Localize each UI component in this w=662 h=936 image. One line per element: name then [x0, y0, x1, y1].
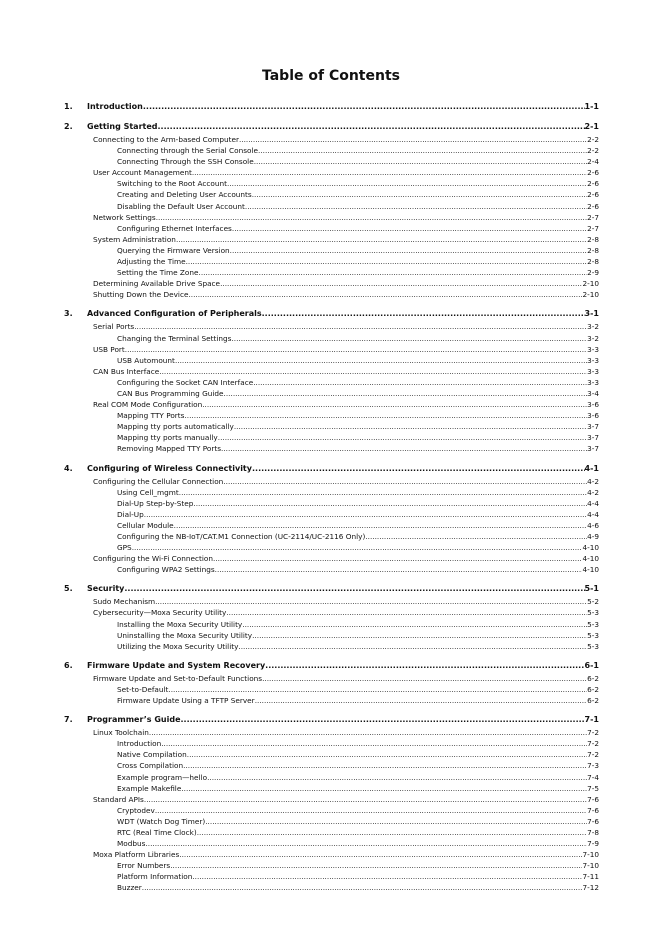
- toc-subsection-entry[interactable]: [64, 749, 599, 760]
- dot-leader: [202, 399, 587, 410]
- entry-title[interactable]: Installing the Moxa Security Utility: [117, 619, 243, 629]
- chapter-number: 3.: [64, 309, 73, 319]
- dot-leader: [187, 749, 587, 760]
- page-number[interactable]: 7-1: [584, 715, 599, 725]
- dot-leader: [207, 772, 587, 783]
- dot-leader: [145, 838, 587, 849]
- page-number[interactable]: 5-3: [587, 630, 599, 640]
- entry-title[interactable]: Cellular Module: [117, 520, 174, 530]
- page-number[interactable]: 6-2: [587, 684, 599, 694]
- dot-leader: [197, 827, 587, 838]
- toc-section-list: [64, 727, 599, 893]
- dot-leader: [159, 366, 587, 377]
- dot-leader: [234, 421, 587, 432]
- dot-leader: [262, 673, 587, 684]
- entry-title[interactable]: Configuring the Socket CAN Interface: [117, 377, 254, 387]
- toc-section-entry[interactable]: [64, 727, 599, 738]
- page-number[interactable]: 3-6: [587, 400, 599, 410]
- toc-subsection-entry[interactable]: [64, 421, 599, 432]
- dot-leader: [253, 377, 587, 388]
- toc-section-entry[interactable]: [64, 553, 599, 564]
- toc-subsection-entry[interactable]: [64, 410, 599, 421]
- dot-leader: [245, 201, 587, 212]
- page-number[interactable]: 4-10: [582, 543, 599, 553]
- page-number[interactable]: 2-8: [587, 257, 599, 267]
- entry-title[interactable]: CAN Bus Programming Guide: [117, 388, 224, 398]
- toc-subsection-entry[interactable]: [64, 487, 599, 498]
- chapter-number: 1.: [64, 102, 73, 111]
- entry-title[interactable]: User Account Management: [93, 168, 192, 178]
- toc-chapter: [64, 582, 599, 651]
- toc-section-list: [64, 596, 599, 651]
- page-number[interactable]: 2-6: [587, 168, 599, 178]
- entry-title[interactable]: Error Numbers: [117, 861, 171, 871]
- page-number[interactable]: 7-10: [582, 850, 599, 860]
- entry-title[interactable]: Connecting to the Arm-based Computer: [93, 135, 239, 144]
- entry-title[interactable]: Getting Started: [87, 122, 158, 131]
- toc-section-entry[interactable]: [64, 321, 599, 332]
- toc-section-list: [64, 673, 599, 706]
- entry-title[interactable]: Buzzer: [117, 883, 142, 893]
- page-number[interactable]: 4-4: [587, 498, 599, 508]
- chapter-number: 6.: [64, 660, 73, 670]
- entry-title[interactable]: Mapping TTY Ports: [117, 411, 185, 421]
- dot-leader: [161, 738, 587, 749]
- toc-chapter: [64, 713, 599, 893]
- toc-subsection-entry[interactable]: [64, 509, 599, 520]
- page-number[interactable]: 3-7: [587, 433, 599, 443]
- page-number[interactable]: 5-1: [584, 584, 599, 594]
- dot-leader: [254, 156, 587, 167]
- dot-leader: [215, 564, 583, 575]
- toc-subsection-entry[interactable]: [64, 871, 599, 882]
- toc-chapter: [64, 100, 599, 113]
- dot-leader: [158, 120, 585, 133]
- toc-section-entry[interactable]: [64, 212, 599, 223]
- dot-leader: [227, 178, 587, 189]
- page-number[interactable]: 4-6: [587, 520, 599, 530]
- dot-leader: [155, 596, 587, 607]
- dot-leader: [174, 520, 587, 531]
- page-number[interactable]: 3-3: [587, 344, 599, 354]
- page-title: Table of Contents: [261, 68, 400, 84]
- page-number[interactable]: 1-1: [584, 102, 599, 111]
- page-number[interactable]: 7-3: [587, 761, 599, 771]
- dot-leader: [125, 344, 587, 355]
- entry-title[interactable]: Setting the Time Zone: [117, 268, 199, 278]
- toc-subsection-entry[interactable]: [64, 695, 599, 706]
- entry-title[interactable]: Changing the Terminal Settings: [117, 333, 232, 343]
- toc-section-list: [64, 134, 599, 300]
- entry-title[interactable]: Configuring of Wireless Connectivity: [87, 463, 252, 473]
- toc-subsection-entry[interactable]: [64, 520, 599, 531]
- entry-title[interactable]: Advanced Configuration of Peripherals: [87, 309, 262, 319]
- toc-subsection-entry[interactable]: [64, 564, 599, 575]
- entry-title[interactable]: Switching to the Root Account: [117, 179, 227, 189]
- toc-section-entry[interactable]: [64, 134, 599, 145]
- toc-subsection-entry[interactable]: [64, 245, 599, 256]
- dot-leader: [142, 882, 583, 893]
- page-number[interactable]: 6-2: [587, 673, 599, 683]
- dot-leader: [252, 462, 585, 475]
- toc-subsection-entry[interactable]: [64, 827, 599, 838]
- dot-leader: [239, 134, 587, 145]
- dot-leader: [226, 607, 587, 618]
- entry-title[interactable]: Native Compilation: [117, 750, 187, 760]
- dot-leader: [213, 553, 582, 564]
- entry-title[interactable]: Cryptodev: [117, 805, 155, 815]
- entry-title[interactable]: Configuring Ethernet Interfaces: [117, 223, 232, 233]
- page-number[interactable]: 7-12: [582, 883, 599, 893]
- toc-chapter-entry[interactable]: [64, 120, 599, 133]
- toc-chapter-entry[interactable]: [64, 582, 599, 595]
- entry-title[interactable]: Moxa Platform Libraries: [93, 850, 180, 860]
- dot-leader: [144, 794, 587, 805]
- page-number[interactable]: 4-10: [582, 554, 599, 564]
- toc-section-list: [64, 476, 599, 576]
- toc-chapter: [64, 120, 599, 300]
- dot-leader: [193, 498, 587, 509]
- entry-title[interactable]: Connecting through the Serial Console: [117, 146, 258, 156]
- page-number[interactable]: 6-1: [584, 660, 599, 670]
- chapter-number: 2.: [64, 122, 73, 131]
- page-number[interactable]: 3-1: [584, 309, 599, 319]
- page-number[interactable]: 2-7: [587, 212, 599, 222]
- entry-title[interactable]: GPS: [117, 543, 132, 553]
- page-number[interactable]: 2-4: [587, 157, 599, 167]
- dot-leader: [224, 388, 588, 399]
- dot-leader: [252, 630, 587, 641]
- page-number[interactable]: 4-10: [582, 565, 599, 575]
- toc-subsection-entry[interactable]: [64, 860, 599, 871]
- toc-subsection-entry[interactable]: [64, 256, 599, 267]
- entry-title[interactable]: Sudo Mechanism: [93, 597, 156, 607]
- toc-subsection-entry[interactable]: [64, 388, 599, 399]
- toc-section-entry[interactable]: [64, 366, 599, 377]
- page-number[interactable]: 7-6: [587, 816, 599, 826]
- toc-subsection-entry[interactable]: [64, 760, 599, 771]
- page-number[interactable]: 2-10: [582, 290, 599, 300]
- dot-leader: [231, 333, 587, 344]
- toc-subsection-entry[interactable]: [64, 432, 599, 443]
- entry-title[interactable]: Standard APIs: [93, 794, 144, 804]
- entry-title[interactable]: Network Settings: [93, 212, 156, 222]
- dot-leader: [252, 189, 587, 200]
- page-number[interactable]: 3-6: [587, 411, 599, 421]
- page-number[interactable]: 2-9: [587, 268, 599, 278]
- dot-leader: [156, 212, 587, 223]
- page-number[interactable]: 4-2: [587, 476, 599, 486]
- toc-section-entry[interactable]: [64, 794, 599, 805]
- toc-chapter-entry[interactable]: [64, 100, 599, 113]
- page-number[interactable]: 3-2: [587, 322, 599, 332]
- entry-title[interactable]: Security: [87, 584, 125, 594]
- dot-leader: [181, 713, 585, 726]
- page-number[interactable]: 5-3: [587, 608, 599, 618]
- page-number[interactable]: 3-4: [587, 388, 599, 398]
- page-number[interactable]: 3-3: [587, 366, 599, 376]
- page-number[interactable]: 6-2: [587, 696, 599, 706]
- page-number[interactable]: 3-2: [587, 333, 599, 343]
- entry-title[interactable]: Connecting Through the SSH Console: [117, 157, 254, 167]
- toc-section-entry[interactable]: [64, 607, 599, 618]
- entry-title[interactable]: Configuring the NB-IoT/CAT.M1 Connection (UC-2114/UC-2116 Only): [117, 532, 366, 541]
- toc-section-entry[interactable]: [64, 289, 599, 300]
- toc-subsection-entry[interactable]: [64, 201, 599, 212]
- page-number[interactable]: 7-2: [587, 750, 599, 760]
- dot-leader: [218, 432, 587, 443]
- entry-title[interactable]: Set-to-Default: [117, 684, 169, 694]
- toc-chapter-entry[interactable]: [64, 713, 599, 726]
- toc-subsection-entry[interactable]: [64, 772, 599, 783]
- toc-subsection-entry[interactable]: [64, 641, 599, 652]
- toc-subsection-entry[interactable]: [64, 498, 599, 509]
- entry-title[interactable]: Introduction: [117, 739, 162, 749]
- entry-title[interactable]: Modbus: [117, 839, 146, 849]
- entry-title[interactable]: Determining Available Drive Space: [93, 279, 221, 289]
- entry-title[interactable]: USB Port: [93, 344, 125, 354]
- page-number[interactable]: 7-6: [587, 805, 599, 815]
- entry-title[interactable]: Cybersecurity—Moxa Security Utility: [93, 608, 227, 618]
- entry-title[interactable]: Real COM Mode Configuration: [93, 400, 203, 410]
- page-number[interactable]: 2-6: [587, 190, 599, 200]
- toc-section-entry[interactable]: [64, 476, 599, 487]
- toc-chapter: [64, 307, 599, 454]
- page-number[interactable]: 4-2: [587, 487, 599, 497]
- toc-section-entry[interactable]: [64, 673, 599, 684]
- entry-title[interactable]: Adjusting the Time: [117, 257, 186, 267]
- entry-title[interactable]: Querying the Firmware Version: [117, 245, 230, 255]
- page-number[interactable]: 2-6: [587, 179, 599, 189]
- entry-title[interactable]: Utilizing the Moxa Security Utility: [117, 641, 239, 651]
- toc-chapter-entry[interactable]: [64, 307, 599, 320]
- entry-title[interactable]: Firmware Update Using a TFTP Server: [117, 696, 255, 706]
- page-number[interactable]: 2-2: [587, 135, 599, 144]
- toc-subsection-entry[interactable]: [64, 630, 599, 641]
- toc-subsection-entry[interactable]: [64, 882, 599, 893]
- dot-leader: [232, 223, 587, 234]
- toc-subsection-entry[interactable]: [64, 738, 599, 749]
- entry-title[interactable]: Uninstalling the Moxa Security Utility: [117, 630, 253, 640]
- page-number[interactable]: 3-7: [587, 422, 599, 432]
- entry-title[interactable]: USB Automount: [117, 355, 175, 365]
- dot-leader: [184, 410, 587, 421]
- toc-subsection-entry[interactable]: [64, 684, 599, 695]
- entry-title[interactable]: Firmware Update and System Recovery: [87, 660, 266, 670]
- dot-leader: [188, 289, 582, 300]
- toc-section-entry[interactable]: [64, 849, 599, 860]
- page-number[interactable]: 7-10: [582, 861, 599, 871]
- toc-subsection-entry[interactable]: [64, 333, 599, 344]
- toc-subsection-entry[interactable]: [64, 542, 599, 553]
- toc-section-entry[interactable]: [64, 596, 599, 607]
- page-number[interactable]: 4-9: [587, 532, 599, 541]
- entry-title[interactable]: Configuring WPA2 Settings: [117, 565, 215, 575]
- toc-section-entry[interactable]: [64, 344, 599, 355]
- entry-title[interactable]: WDT (Watch Dog Timer): [117, 816, 206, 826]
- toc-section-entry[interactable]: [64, 399, 599, 410]
- toc-subsection-entry[interactable]: [64, 816, 599, 827]
- entry-title[interactable]: Disabling the Default User Account: [117, 201, 245, 211]
- page-number[interactable]: 7-2: [587, 739, 599, 749]
- entry-title[interactable]: Firmware Update and Set-to-Default Functions: [93, 673, 263, 683]
- dot-leader: [220, 278, 582, 289]
- chapter-number: 4.: [64, 463, 73, 473]
- entry-title[interactable]: Configuring the Cellular Connection: [93, 476, 224, 486]
- toc-subsection-entry[interactable]: [64, 267, 599, 278]
- dot-leader: [242, 619, 587, 630]
- dot-leader: [181, 783, 587, 794]
- entry-title[interactable]: Platform Information: [117, 872, 193, 882]
- page-number[interactable]: 3-7: [587, 444, 599, 454]
- page-number[interactable]: 3-3: [587, 377, 599, 387]
- toc-subsection-entry[interactable]: [64, 223, 599, 234]
- dot-leader: [143, 100, 585, 113]
- page-number[interactable]: 7-6: [587, 794, 599, 804]
- toc-subsection-entry[interactable]: [64, 805, 599, 816]
- dot-leader: [176, 234, 587, 245]
- page-number[interactable]: 2-8: [587, 234, 599, 244]
- dot-leader: [221, 443, 587, 454]
- entry-title[interactable]: RTC (Real Time Clock): [117, 827, 197, 837]
- dot-leader: [179, 487, 587, 498]
- page-number[interactable]: 2-10: [582, 279, 599, 289]
- dot-leader: [192, 167, 587, 178]
- dot-leader: [365, 531, 587, 542]
- toc-subsection-entry[interactable]: [64, 189, 599, 200]
- dot-leader: [186, 256, 588, 267]
- page-number[interactable]: 2-1: [584, 122, 599, 131]
- dot-leader: [149, 727, 587, 738]
- page-number[interactable]: 4-4: [587, 509, 599, 519]
- dot-leader: [230, 245, 587, 256]
- page-number[interactable]: 2-2: [587, 146, 599, 156]
- toc-subsection-entry[interactable]: [64, 355, 599, 366]
- page-number[interactable]: 4-1: [584, 463, 599, 473]
- dot-leader: [258, 145, 587, 156]
- toc-chapter: [64, 462, 599, 576]
- dot-leader: [192, 871, 582, 882]
- toc-subsection-entry[interactable]: [64, 619, 599, 630]
- toc-subsection-entry[interactable]: [64, 156, 599, 167]
- page-number[interactable]: 2-6: [587, 201, 599, 211]
- toc-chapter: [64, 659, 599, 706]
- dot-leader: [175, 355, 587, 366]
- entry-title[interactable]: CAN Bus Interface: [93, 366, 160, 376]
- entry-title[interactable]: System Administration: [93, 234, 176, 244]
- toc-subsection-entry[interactable]: [64, 838, 599, 849]
- page-number[interactable]: 2-7: [587, 223, 599, 233]
- page-number[interactable]: 2-8: [587, 245, 599, 255]
- dot-leader: [179, 849, 582, 860]
- page-number[interactable]: 5-3: [587, 619, 599, 629]
- dot-leader: [134, 321, 587, 332]
- page-number[interactable]: 7-2: [587, 728, 599, 738]
- entry-title[interactable]: Using Cell_mgmt: [117, 487, 179, 497]
- toc-subsection-entry[interactable]: [64, 145, 599, 156]
- page-number[interactable]: 7-8: [587, 827, 599, 837]
- toc-subsection-entry[interactable]: [64, 443, 599, 454]
- dot-leader: [255, 695, 587, 706]
- page-number[interactable]: 5-3: [587, 641, 599, 651]
- dot-leader: [199, 267, 588, 278]
- toc-subsection-entry[interactable]: [64, 783, 599, 794]
- entry-title[interactable]: Serial Ports: [93, 322, 135, 332]
- page-number[interactable]: 5-2: [587, 597, 599, 607]
- dot-leader: [170, 860, 582, 871]
- table-of-contents: [64, 100, 599, 894]
- toc-subsection-entry[interactable]: [64, 178, 599, 189]
- toc-section-entry[interactable]: [64, 167, 599, 178]
- page-number[interactable]: 7-4: [587, 772, 599, 782]
- entry-title[interactable]: Mapping tty ports manually: [117, 433, 218, 443]
- toc-section-entry[interactable]: [64, 278, 599, 289]
- page-number[interactable]: 7-9: [587, 839, 599, 849]
- page-number[interactable]: 3-3: [587, 355, 599, 365]
- dot-leader: [124, 582, 584, 595]
- dot-leader: [168, 684, 587, 695]
- dot-leader: [262, 307, 585, 320]
- toc-section-list: [64, 321, 599, 454]
- entry-title[interactable]: Cross Compilation: [117, 761, 184, 771]
- dot-leader: [183, 760, 587, 771]
- entry-title[interactable]: Configuring the Wi-Fi Connection: [93, 554, 213, 564]
- entry-title[interactable]: Dial-Up Step-by-Step: [117, 498, 194, 508]
- entry-title[interactable]: Programmer’s Guide: [87, 715, 181, 725]
- toc-subsection-entry[interactable]: [64, 531, 599, 542]
- dot-leader: [238, 641, 587, 652]
- entry-title[interactable]: Shutting Down the Device: [93, 290, 189, 300]
- chapter-number: 7.: [64, 715, 73, 725]
- entry-title[interactable]: Removing Mapped TTY Ports: [117, 444, 222, 454]
- toc-chapter-entry[interactable]: [64, 462, 599, 475]
- dot-leader: [144, 509, 587, 520]
- toc-chapter-entry[interactable]: [64, 659, 599, 672]
- dot-leader: [155, 805, 587, 816]
- dot-leader: [205, 816, 587, 827]
- entry-title[interactable]: Example Makefile: [117, 783, 182, 793]
- dot-leader: [223, 476, 587, 487]
- entry-title[interactable]: Mapping tty ports automatically: [117, 422, 234, 432]
- chapter-number: 5.: [64, 584, 73, 594]
- entry-title[interactable]: Dial-Up: [117, 509, 144, 519]
- entry-title[interactable]: Example program—hello: [117, 772, 208, 782]
- page-number[interactable]: 7-5: [587, 783, 599, 793]
- dot-leader: [265, 659, 584, 672]
- entry-title[interactable]: Introduction: [87, 102, 143, 111]
- page-number[interactable]: 7-11: [582, 872, 599, 882]
- entry-title[interactable]: Creating and Deleting User Accounts: [117, 190, 252, 200]
- toc-section-entry[interactable]: [64, 234, 599, 245]
- dot-leader: [132, 542, 583, 553]
- toc-subsection-entry[interactable]: [64, 377, 599, 388]
- entry-title[interactable]: Linux Toolchain: [93, 728, 149, 738]
